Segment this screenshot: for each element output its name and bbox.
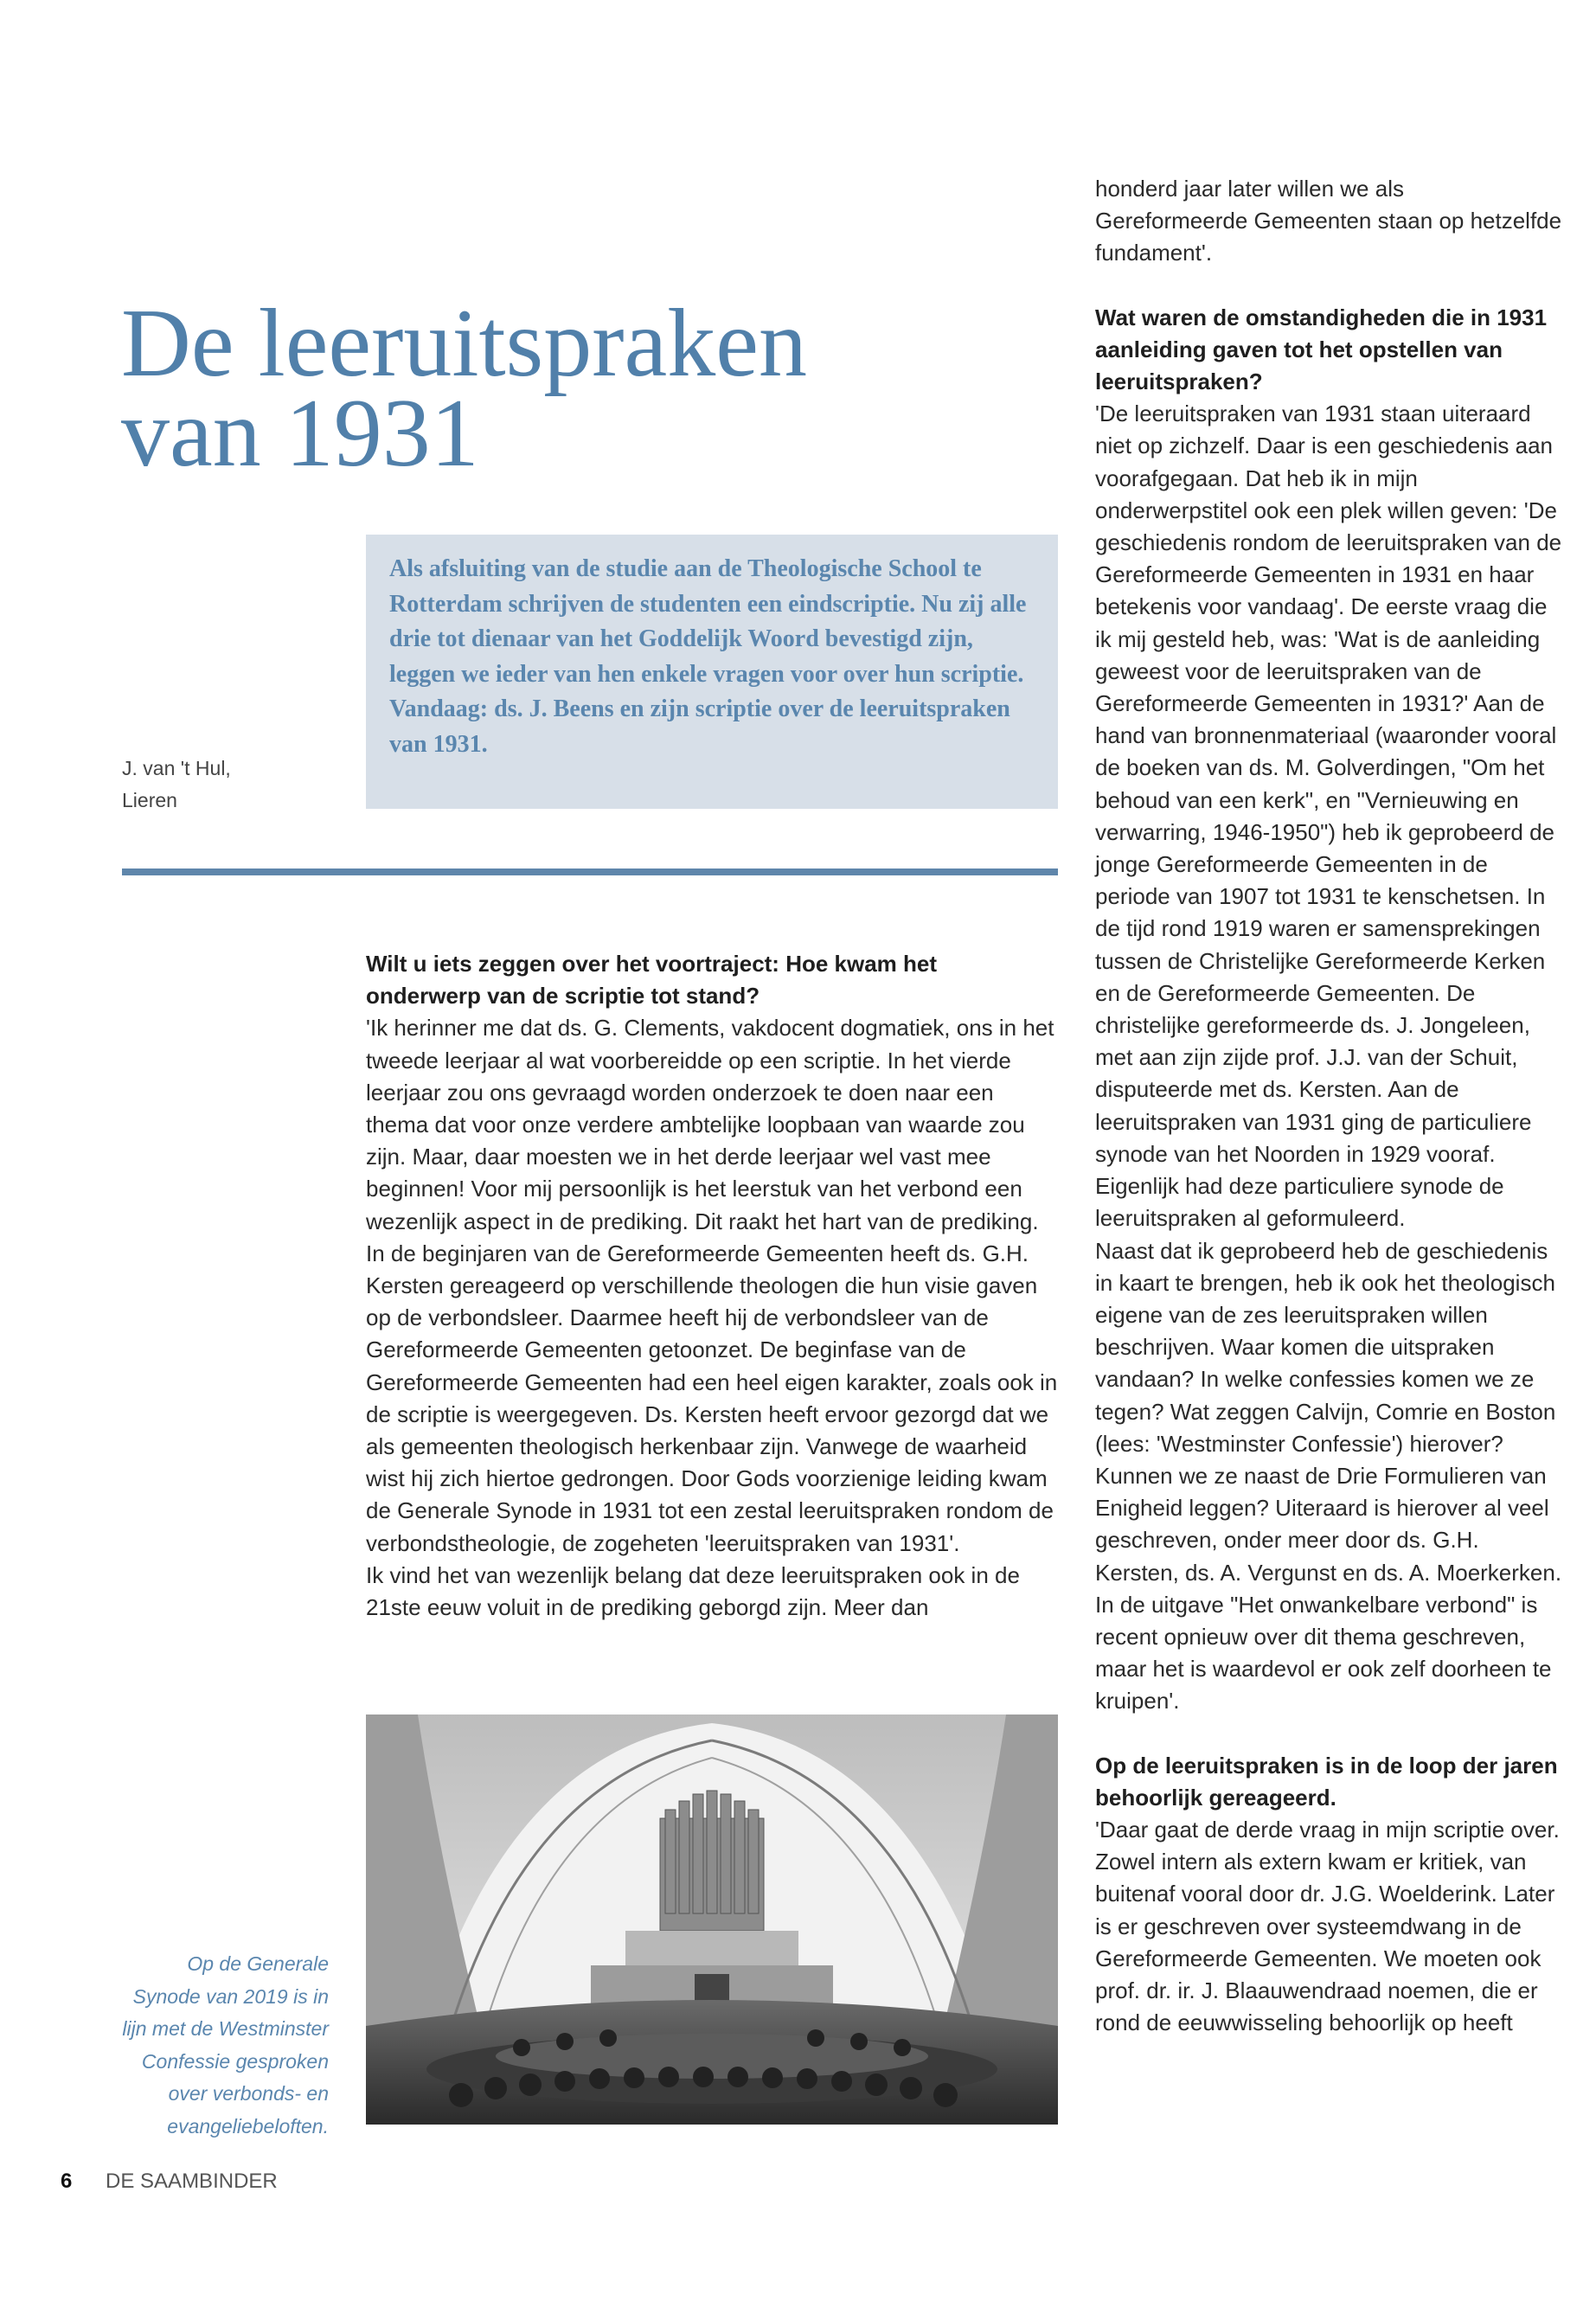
- right-column: [1095, 173, 1562, 2039]
- title-line-1: De leeruitspraken: [121, 290, 807, 397]
- answer-1-paragraph-1: 'Ik herinner me dat ds. G. Clements, vakdocent dogmatiek, ons in het tweede leerjaar al wat voorbereidde op een scriptie. In het vierde leerjaar zou ons gevraagd worden onderzoek te doen naar een thema dat voor onze verdere ambtelijke loopbaan van waarde zou zijn. Maar, daar moesten we in het derde leerjaar wel vast mee beginnen! Voor mij persoonlijk is het leerstuk van het verbond een wezenlijk aspect in de prediking. Dit raakt het hart van de prediking. In de beginjaren van de Gereformeerde Gemeenten heeft ds. G.H. Kersten gereageerd op verschillende theologen die hun visie gaven op de verbondsleer. Daarmee heeft hij de verbondsleer van de Gereformeerde Gemeenten getoonzet. De beginfase van de Gereformeerde Gemeenten had een heel eigen karakter, zoals ook in de scriptie is weergegeven. Ds. Kersten heeft ervoor gezorgd dat we als gemeenten theologisch herkenbaar zijn. Vanwege de waarheid wist hij zich hiertoe gedrongen. Door Gods voorzienige leiding kwam de Generale Synode in 1931 tot een zestal leeruitspraken rondom de verbondstheologie, de zogeheten 'leeruitspraken van 1931'.: [366, 1015, 1058, 1556]
- synod-photo: [366, 1715, 1058, 2125]
- organ-pipes: [660, 1791, 764, 1931]
- title-line-2: van 1931: [121, 380, 479, 488]
- question-1: Wilt u iets zeggen over het voortraject: Hoe kwam het onderwerp van de scriptie tot stand?: [366, 951, 938, 1009]
- divider-rule: [122, 868, 1058, 875]
- page-number: 6: [61, 2170, 73, 2193]
- church-interior-image: [366, 1715, 1058, 2125]
- continuation-text: honderd jaar later willen we als Gereformeerde Gemeenten staan op hetzelfde fundament'.: [1095, 176, 1562, 266]
- answer-3-paragraph-1: 'Daar gaat de derde vraag in mijn scriptie over. Zowel intern als extern kwam er kritiek, van buitenaf vooral door dr. J.G. Woelderink. Later is er geschreven over systeemdwang in de Gereformeerde Gemeenten. We moeten ook prof. dr. ir. J. Blaauwendraad noemen, die er rond de eeuwwisseling behoorlijk op heeft: [1095, 1816, 1560, 2036]
- byline: [122, 753, 231, 817]
- answer-1-paragraph-2: Ik vind het van wezenlijk belang dat deze leeruitspraken ook in de 21ste eeuw voluit in de prediking geborgd zijn. Meer dan: [366, 1561, 1020, 1621]
- question-3: Op de leeruitspraken is in de loop der jaren behoorlijk gereageerd.: [1095, 1752, 1558, 1811]
- intro-box: Als afsluiting van de studie aan de Theologische School te Rotterdam schrijven de studenten een eindscriptie. Nu zij alle drie tot dienaar van het Goddelijk Woord bevestigd zijn, leggen we ieder van hen enkele vragen voor over hun scriptie. Vandaag: ds. J. Beens en zijn scriptie over de leeruitspraken van 1931.: [366, 535, 1058, 809]
- author-place: Lieren: [122, 789, 177, 811]
- author-name: J. van 't Hul,: [122, 757, 231, 779]
- question-2: Wat waren de omstandigheden die in 1931 aanleiding gaven tot het opstellen van leeruitspraken?: [1095, 304, 1548, 395]
- photo-caption: Op de Generale Synode van 2019 is in lijn met de Westminster Confessie gesproken over verbonds- en evangeliebeloften.: [122, 1952, 329, 2138]
- answer-2-paragraph-1: 'De leeruitspraken van 1931 staan uiteraard niet op zichzelf. Daar is een geschiedenis aan voorafgegaan. Dat heb ik in mijn onderwerpstitel ook een plek willen geven: 'De geschiedenis rondom de leeruitspraken van de Gereformeerde Gemeenten in 1931 en haar betekenis voor vandaag'. De eerste vraag die ik mij gesteld heb, was: 'Wat is de aanleiding geweest voor de leeruitspraken van de Gereformeerde Gemeenten in 1931?' Aan de hand van bronnenmateriaal (waaronder vooral de boeken van ds. M. Golverdingen, "Om het behoud van een kerk", en "Vernieuwing en verwarring, 1946-1950") heb ik geprobeerd de jonge Gereformeerde Gemeenten in de periode van 1907 tot 1931 te kenschetsen. In de tijd rond 1919 waren er samensprekingen tussen de Christelijke Gereformeerde Kerken en de Gereformeerde Gemeenten. De christelijke gereformeerde ds. J. Jongeleen, met aan zijn zijde prof. J.J. van der Schuit, disputeerde met ds. Kersten. Aan de leeruitspraken van 1931 ging de particuliere synode van het Noorden in 1929 vooraf. Eigenlijk had deze particuliere synode de leeruitspraken al geformuleerd.: [1095, 401, 1562, 1232]
- article-title: [121, 290, 1029, 488]
- magazine-name: DE SAAMBINDER: [106, 2170, 278, 2193]
- answer-2-paragraph-2: Naast dat ik geprobeerd heb de geschiedenis in kaart te brengen, heb ik ook het theologisch eigene van de zes leeruitspraken willen beschrijven. Waar komen die uitspraken vandaan? In welke confessies komen we ze tegen? Wat zeggen Calvijn, Comrie en Boston (lees: 'Westminster Confessie') hierover? Kunnen we ze naast de Drie Formulieren van Enigheid leggen? Uiteraard is hierover al veel geschreven, onder meer door ds. G.H. Kersten, ds. A. Vergunst en ds. A. Moerkerken. In de uitgave "Het onwankelbare verbond" is recent opnieuw over dit thema geschreven, maar het is waardevol er ook zelf doorheen te kruipen'.: [1095, 1237, 1562, 1715]
- middle-column: [366, 948, 1058, 1624]
- page-footer: [61, 2170, 278, 2194]
